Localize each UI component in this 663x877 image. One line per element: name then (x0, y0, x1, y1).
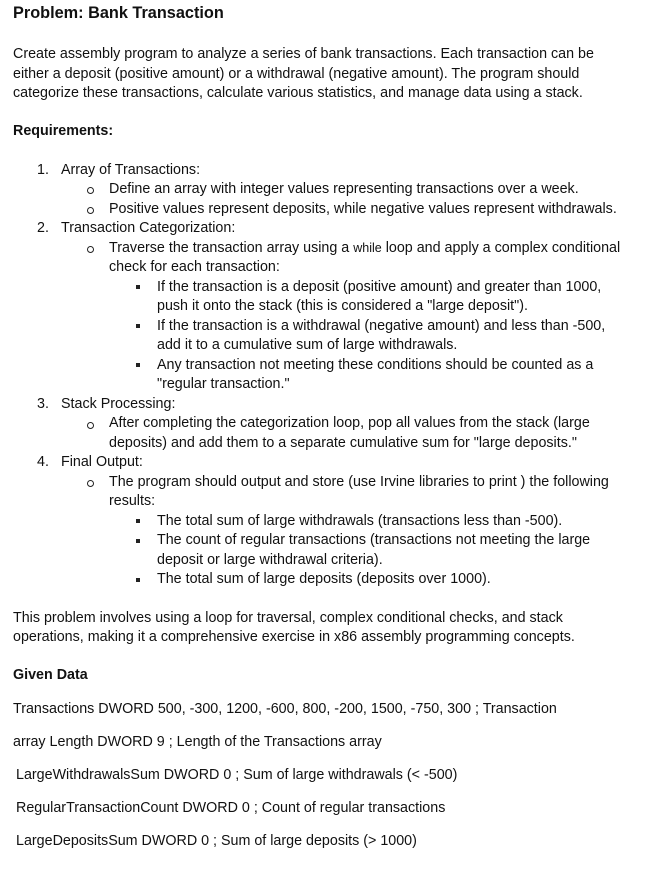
circle-bullet-icon (87, 187, 94, 194)
sub-item-text: deposits) and add them to a separate cumulative sum for "large deposits." (109, 435, 577, 451)
given-data-line: RegularTransactionCount DWORD 0 ; Count of regular transactions (16, 800, 446, 816)
bullet-text: The count of regular transactions (transactions not meeting the large (157, 532, 591, 548)
bullet-text: deposit or large withdrawal criteria). (157, 552, 383, 568)
item-label: Final Output: (61, 454, 143, 470)
item-number: 1. (37, 162, 49, 178)
sub-item-text: Define an array with integer values representing transactions over a week. (109, 181, 579, 197)
bullet-text: If the transaction is a withdrawal (negative amount) and less than -500, (157, 318, 606, 334)
sub-item-text: Positive values represent deposits, while negative values represent withdrawals. (109, 201, 617, 217)
given-data-line: LargeWithdrawalsSum DWORD 0 ; Sum of large withdrawals (< -500) (16, 767, 458, 783)
item-label: Transaction Categorization: (61, 220, 236, 236)
given-data-heading: Given Data (13, 667, 88, 683)
sub-item-text: Traverse the transaction array using a while loop and apply a complex conditional (109, 240, 621, 256)
intro-line: Create assembly program to analyze a series of bank transactions. Each transaction can be (13, 46, 594, 62)
square-bullet-icon (136, 578, 140, 582)
bullet-text: Any transaction not meeting these conditions should be counted as a (157, 357, 594, 373)
square-bullet-icon (136, 285, 140, 289)
sub-item-text: results: (109, 493, 156, 509)
item-label: Array of Transactions: (61, 162, 201, 178)
bullet-text: The total sum of large deposits (deposits over 1000). (157, 571, 491, 587)
square-bullet-icon (136, 519, 140, 523)
bullet-text: If the transaction is a deposit (positive amount) and greater than 1000, (157, 279, 602, 295)
intro-line: categorize these transactions, calculate various statistics, and manage data using a stack. (13, 85, 583, 101)
sub-item-text: After completing the categorization loop, pop all values from the stack (large (109, 415, 590, 431)
given-data-line: array Length DWORD 9 ; Length of the Transactions array (13, 734, 382, 750)
square-bullet-icon (136, 363, 140, 367)
square-bullet-icon (136, 539, 140, 543)
item-number: 2. (37, 220, 49, 236)
bullet-text: push it onto the stack (this is considered a "large deposit"). (157, 298, 528, 314)
requirements-heading: Requirements: (13, 123, 114, 139)
item-number: 3. (37, 396, 49, 412)
page-title: Problem: Bank Transaction (13, 4, 224, 22)
item-number: 4. (37, 454, 49, 470)
bullet-text: add it to a cumulative sum of large withdrawals. (157, 337, 458, 353)
circle-bullet-icon (87, 480, 94, 487)
item-label: Stack Processing: (61, 396, 176, 412)
circle-bullet-icon (87, 246, 94, 253)
intro-line: either a deposit (positive amount) or a withdrawal (negative amount). The program should (13, 66, 580, 82)
given-data-line: LargeDepositsSum DWORD 0 ; Sum of large deposits (> 1000) (16, 833, 417, 849)
circle-bullet-icon (87, 422, 94, 429)
square-bullet-icon (136, 324, 140, 328)
sub-item-text: check for each transaction: (109, 259, 280, 275)
bullet-text: The total sum of large withdrawals (transactions less than -500). (157, 513, 563, 529)
inline-code: while (353, 241, 382, 255)
sub-item-text: The program should output and store (use Irvine libraries to print ) the following (109, 474, 609, 490)
circle-bullet-icon (87, 207, 94, 214)
closing-line: operations, making it a comprehensive exercise in x86 assembly programming concepts. (13, 629, 575, 645)
given-data-line: Transactions DWORD 500, -300, 1200, -600, 800, -200, 1500, -750, 300 ; Transaction (13, 701, 557, 717)
closing-line: This problem involves using a loop for traversal, complex conditional checks, and stack (13, 610, 563, 626)
bullet-text: "regular transaction." (157, 376, 290, 392)
